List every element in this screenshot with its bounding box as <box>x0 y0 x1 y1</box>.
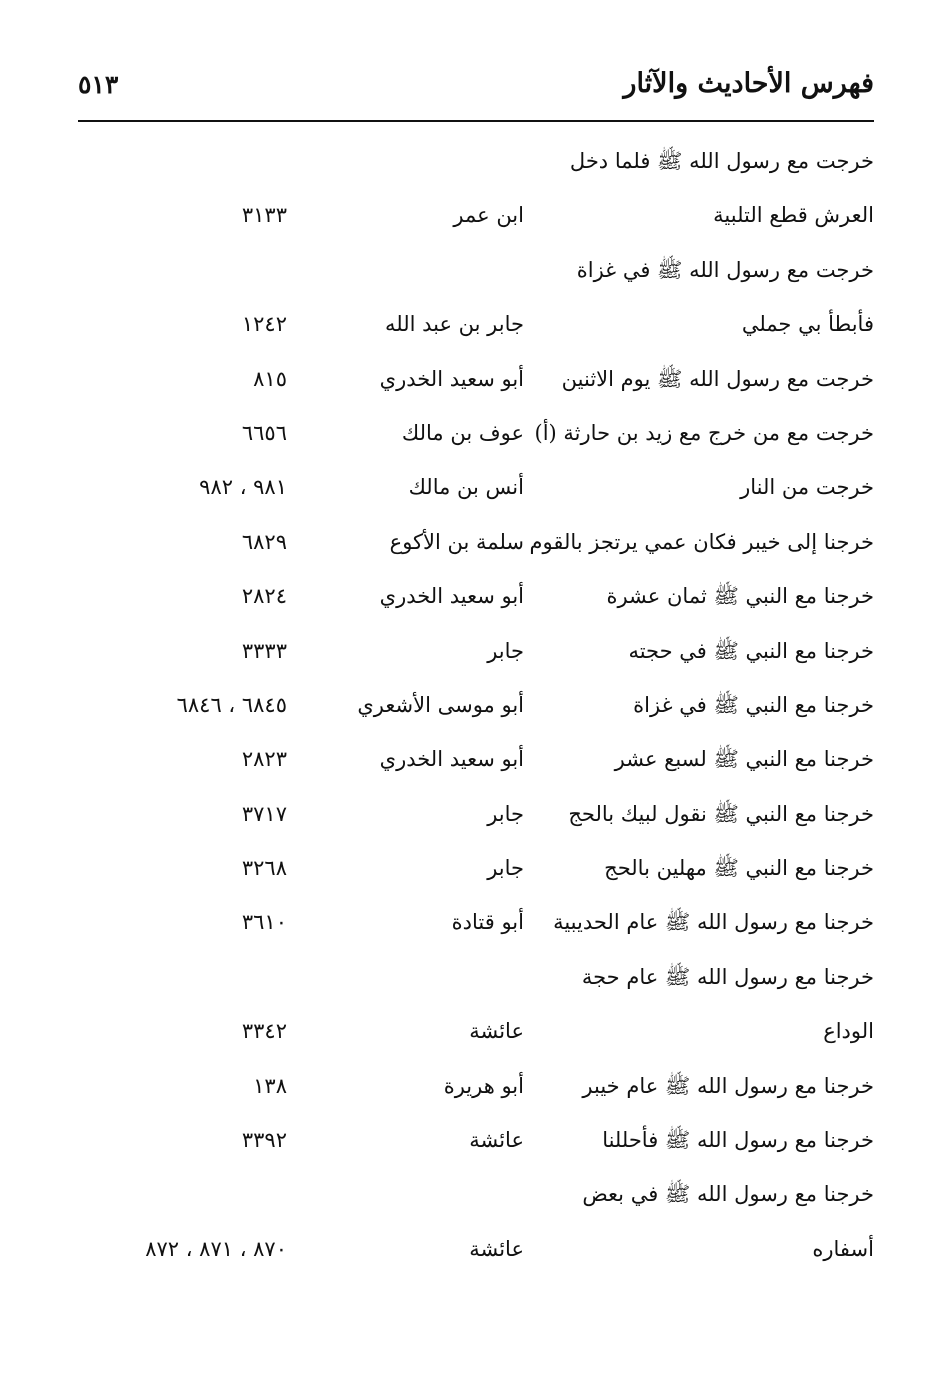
index-entry-row <box>0 247 932 301</box>
hadith-text: خرجنا مع رسول الله ﷺ عام الحديبية <box>553 910 874 935</box>
narrator-name: عائشة <box>469 1236 524 1261</box>
index-entry-row <box>0 1063 932 1117</box>
narrator-name: ابن عمر <box>453 203 524 228</box>
reference-numbers: ٣٣٤٢ <box>241 1019 287 1044</box>
index-entry-row <box>0 138 932 192</box>
reference-numbers: ٦٨٤٥ ، ٦٨٤٦ <box>176 692 287 717</box>
reference-numbers: ٩٨١ ، ٩٨٢ <box>199 475 287 500</box>
index-entry-row <box>0 192 932 246</box>
hadith-text: خرجنا مع النبي ﷺ مهلين بالحج <box>604 856 874 881</box>
index-entry-row <box>0 1171 932 1225</box>
index-entry-row <box>0 573 932 627</box>
page-title: فهرس الأحاديث والآثار <box>623 68 874 99</box>
hadith-text: خرجنا مع النبي ﷺ في حجته <box>628 638 874 663</box>
index-entry-row <box>0 1117 932 1171</box>
index-entry-row <box>0 1226 932 1280</box>
hadith-text: خرجت مع رسول الله ﷺ فلما دخل <box>569 149 874 173</box>
reference-numbers: ٣٣٣٣ <box>241 638 287 663</box>
index-entry-row <box>0 1008 932 1062</box>
narrator-name: أبو سعيد الخدري <box>379 747 524 772</box>
reference-numbers: ٣٦١٠ <box>241 910 287 935</box>
reference-numbers: ٢٨٢٣ <box>241 747 287 772</box>
hadith-text: خرجنا مع النبي ﷺ في غزاة <box>633 692 874 717</box>
hadith-text: خرجنا إلى خيبر فكان عمي يرتجز بالقوم <box>529 529 874 554</box>
narrator-name: أبو قتادة <box>451 910 524 935</box>
narrator-name: أبو سعيد الخدري <box>379 366 524 391</box>
hadith-text: الوداع <box>823 1019 874 1044</box>
reference-numbers: ٨٧٠ ، ٨٧١ ، ٨٧٢ <box>145 1236 287 1261</box>
reference-numbers: ١٢٤٢ <box>241 312 287 337</box>
reference-numbers: ٣١٣٣ <box>241 203 287 228</box>
narrator-name: أبو سعيد الخدري <box>379 584 524 609</box>
reference-numbers: ٦٨٢٩ <box>241 529 287 554</box>
index-entry-row <box>0 628 932 682</box>
narrator-name: أبو موسى الأشعري <box>357 692 524 717</box>
hadith-text: خرجنا مع رسول الله ﷺ في بعض <box>582 1182 874 1207</box>
narrator-name: جابر <box>487 801 524 826</box>
hadith-text: خرجت مع من خرج مع زيد بن حارثة (أ) <box>534 420 874 445</box>
narrator-name: أنس بن مالك <box>408 475 524 500</box>
hadith-text: خرجنا مع رسول الله ﷺ فأحللنا <box>602 1128 874 1153</box>
index-entry-row <box>0 899 932 953</box>
narrator-name: عوف بن مالك <box>401 420 524 445</box>
page-header <box>78 60 874 122</box>
narrator-name: عائشة <box>469 1019 524 1044</box>
hadith-text: خرجت مع رسول الله ﷺ يوم الاثنين <box>561 366 874 391</box>
index-entry-row <box>0 736 932 790</box>
index-entry-row <box>0 954 932 1008</box>
hadith-index-list <box>0 138 932 1280</box>
index-entry-row <box>0 791 932 845</box>
hadith-text: خرجت من النار <box>740 475 874 500</box>
narrator-name: جابر <box>487 638 524 663</box>
narrator-name: عائشة <box>469 1128 524 1153</box>
index-entry-row <box>0 301 932 355</box>
index-entry-row <box>0 845 932 899</box>
page-number: ٥١٣ <box>78 70 119 99</box>
hadith-text: خرجت مع رسول الله ﷺ في غزاة <box>576 257 874 282</box>
hadith-text: خرجنا مع النبي ﷺ نقول لبيك بالحج <box>568 801 874 826</box>
narrator-name: سلمة بن الأكوع <box>389 529 524 554</box>
index-entry-row <box>0 519 932 573</box>
reference-numbers: ٣٢٦٨ <box>241 856 287 881</box>
hadith-text: أسفاره <box>812 1236 874 1261</box>
hadith-text: فأبطأ بي جملي <box>741 312 874 337</box>
reference-numbers: ٨١٥ <box>253 366 287 391</box>
reference-numbers: ١٣٨ <box>253 1073 287 1098</box>
narrator-name: أبو هريرة <box>443 1073 524 1098</box>
index-entry-row <box>0 464 932 518</box>
reference-numbers: ٢٨٢٤ <box>241 584 287 609</box>
index-entry-row <box>0 410 932 464</box>
hadith-text: خرجنا مع رسول الله ﷺ عام حجة <box>581 964 874 989</box>
reference-numbers: ٦٦٥٦ <box>241 420 287 445</box>
reference-numbers: ٣٧١٧ <box>241 801 287 826</box>
reference-numbers: ٣٣٩٢ <box>241 1128 287 1153</box>
hadith-text: خرجنا مع رسول الله ﷺ عام خيبر <box>582 1073 874 1098</box>
hadith-text: العرش قطع التلبية <box>713 203 874 228</box>
narrator-name: جابر بن عبد الله <box>384 312 524 337</box>
index-entry-row <box>0 356 932 410</box>
hadith-text: خرجنا مع النبي ﷺ ثمان عشرة <box>606 584 874 609</box>
index-entry-row <box>0 682 932 736</box>
narrator-name: جابر <box>487 856 524 881</box>
hadith-text: خرجنا مع النبي ﷺ لسبع عشر <box>614 747 874 772</box>
